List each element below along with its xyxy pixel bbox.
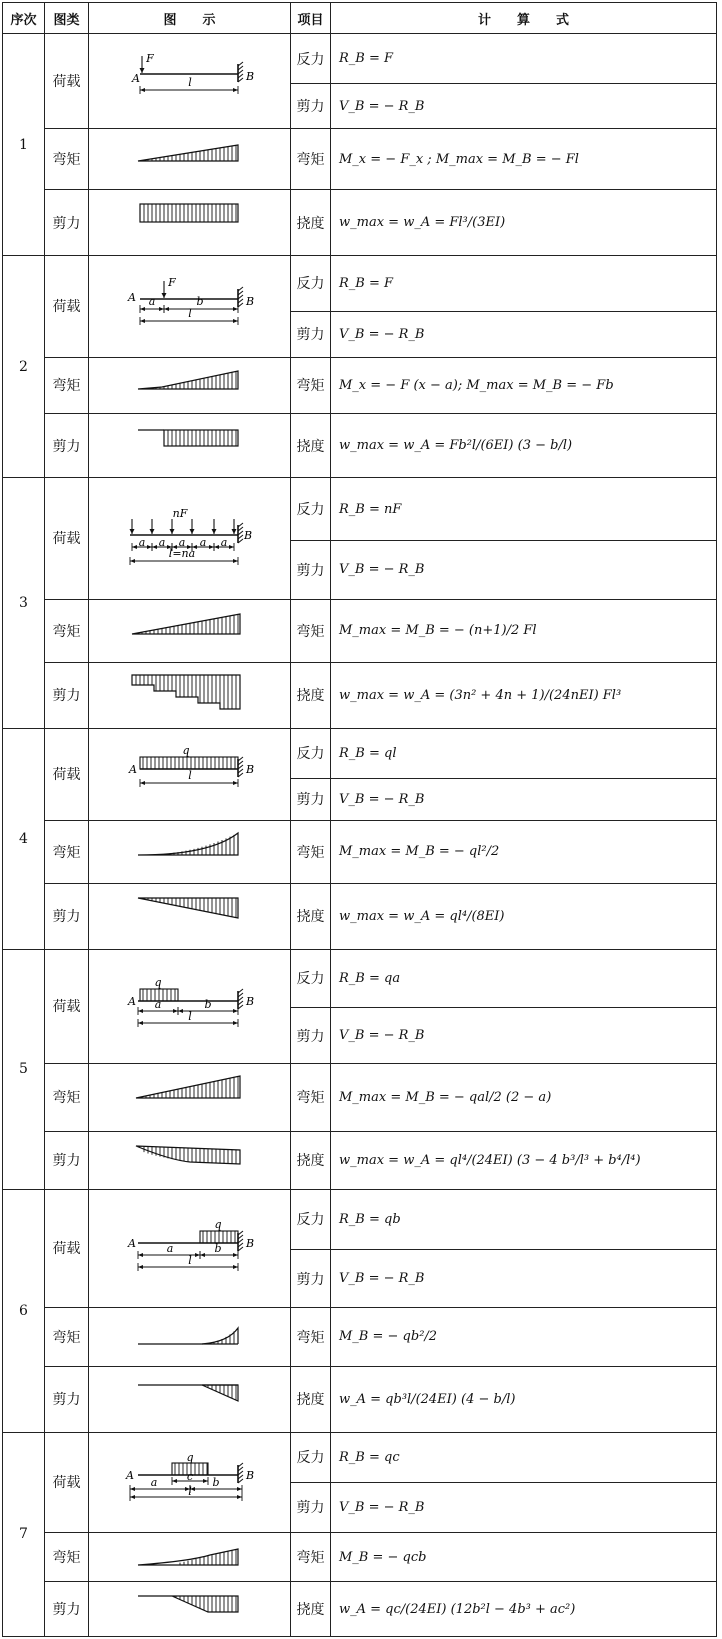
item-cell: 挠度 [291,1131,331,1189]
formula-cell: R_B = qb [331,1189,717,1250]
table-row [3,1582,717,1637]
figure-cell [89,129,291,190]
figure-cell [89,190,291,256]
header-figure: 图 示 [89,3,291,34]
table-row [3,820,717,883]
figure-label: a [148,295,155,309]
figure-label: B [245,295,254,309]
figure-cell [89,1131,291,1189]
item-cell: 反力 [291,728,331,778]
figure-cell [89,34,291,129]
table-row [3,478,717,541]
item-cell: 弯矩 [291,1063,331,1131]
seq-cell: 5 [3,949,45,1189]
moment-stepped-triangle-diagram [110,604,270,658]
figure-label: b [213,1242,222,1256]
figure-label: A [127,291,136,305]
figure-label: a [178,536,185,550]
moment-parabola-diagram [110,825,270,879]
formula-cell: M_max = M_B = − (n+1)/2 Fl [331,599,717,662]
table-row [3,949,717,1008]
table-row [3,414,717,478]
item-cell: 反力 [291,1189,331,1250]
figure-cell [89,728,291,820]
item-cell: 剪力 [291,1008,331,1064]
figure-label: B [245,70,254,84]
figure-label: nF [172,509,187,521]
table-row [3,34,717,84]
header-item: 项目 [291,3,331,34]
formula-cell: V_B = − R_B [331,1482,717,1532]
figure-label: A [127,995,136,1009]
figure-label: a [199,536,206,550]
category-cell: 弯矩 [45,820,89,883]
item-cell: 弯矩 [291,820,331,883]
figure-cell [89,1366,291,1432]
shear-trapezoid-diagram [110,1136,270,1185]
shear-partial-rectangle-diagram [110,418,270,473]
moment-partial-triangle-diagram [110,361,270,409]
category-cell: 弯矩 [45,1063,89,1131]
table-row [3,1131,717,1189]
cantilever-point-load-tip-diagram [110,52,270,110]
figure-label: a [150,1476,157,1490]
formula-cell: R_B = nF [331,478,717,541]
shear-triangle-diagram [110,888,270,945]
header-formula: 计 算 式 [331,3,717,34]
category-cell: 弯矩 [45,1307,89,1366]
formula-cell: M_max = M_B = − qal/2 (2 − a) [331,1063,717,1131]
figure-label: b [211,1476,220,1490]
figure-label: c [186,1470,193,1484]
category-cell: 剪力 [45,1366,89,1432]
category-cell: 荷载 [45,478,89,600]
table-row [3,1366,717,1432]
item-cell: 挠度 [291,190,331,256]
item-cell: 剪力 [291,1482,331,1532]
cantilever-uniform-load-diagram [110,745,270,803]
category-cell: 荷载 [45,256,89,358]
shear-staircase-diagram [110,667,270,724]
item-cell: 剪力 [291,311,331,357]
item-cell: 挠度 [291,1366,331,1432]
category-cell: 剪力 [45,1131,89,1189]
category-cell: 荷载 [45,34,89,129]
shear-middle-trapezoid-diagram [110,1586,270,1632]
figure-label: q [213,1219,222,1232]
figure-label: l [187,307,192,321]
header-seq: 序次 [3,3,45,34]
category-cell: 荷载 [45,949,89,1063]
formula-cell: M_B = − qb²/2 [331,1307,717,1366]
formula-cell: w_A = qb³l/(24EI) (4 − b/l) [331,1366,717,1432]
item-cell: 弯矩 [291,1307,331,1366]
item-cell: 弯矩 [291,357,331,414]
category-cell: 剪力 [45,662,89,728]
item-cell: 反力 [291,949,331,1008]
seq-cell: 1 [3,34,45,256]
cantilever-uniform-load-right-b-diagram [110,1219,270,1277]
table-row [3,1533,717,1582]
item-cell: 剪力 [291,541,331,600]
category-cell: 剪力 [45,414,89,478]
table-row [3,357,717,414]
figure-cell [89,1307,291,1366]
cantilever-n-point-loads-diagram [110,509,270,567]
cantilever-point-load-a-diagram [110,277,270,335]
item-cell: 剪力 [291,1250,331,1308]
category-cell: 荷载 [45,728,89,820]
item-cell: 弯矩 [291,129,331,190]
seq-cell: 7 [3,1432,45,1636]
figure-label: B [245,995,254,1009]
formula-cell: w_max = w_A = ql⁴/(24EI) (3 − 4 b³/l³ + b⁴/l⁴) [331,1131,717,1189]
figure-label: B [245,1237,254,1251]
formula-cell: M_max = M_B = − ql²/2 [331,820,717,883]
category-cell: 剪力 [45,883,89,949]
item-cell: 反力 [291,1432,331,1482]
table-row [3,599,717,662]
moment-triangle-diagram [110,133,270,185]
figure-label: a [138,536,145,550]
figure-label: l [187,1010,192,1024]
formula-cell: w_A = qc/(24EI) (12b²l − 4b³ + ac²) [331,1582,717,1637]
item-cell: 挠度 [291,883,331,949]
moment-end-parabola-diagram [110,1312,270,1362]
formula-cell: R_B = ql [331,728,717,778]
formula-cell: w_max = w_A = (3n² + 4n + 1)/(24nEI) Fl³ [331,662,717,728]
item-cell: 反力 [291,34,331,84]
figure-label: B [245,763,254,777]
formula-cell: V_B = − R_B [331,1008,717,1064]
figure-label: b [195,295,204,309]
figure-cell [89,599,291,662]
figure-label: l [187,76,192,90]
formula-cell: V_B = − R_B [331,311,717,357]
item-cell: 剪力 [291,84,331,129]
figure-label: b [203,998,212,1012]
figure-label: B [243,529,252,543]
table-row [3,1189,717,1250]
figure-label: l [187,769,192,783]
category-cell: 弯矩 [45,129,89,190]
figure-label: a [158,536,165,550]
formula-cell: M_x = − F (x − a); M_max = M_B = − Fb [331,357,717,414]
table-row [3,662,717,728]
figure-label: A [125,1469,134,1483]
formula-cell: R_B = F [331,256,717,312]
figure-cell [89,414,291,478]
table-row [3,1063,717,1131]
table-row [3,256,717,312]
formula-cell: V_B = − R_B [331,778,717,820]
formula-cell: w_max = w_A = ql⁴/(8EI) [331,883,717,949]
figure-label: q [153,977,162,990]
table-row [3,728,717,778]
figure-label: A [131,72,140,86]
moment-curve-linear-2-diagram [110,1537,270,1578]
figure-label: a [154,998,161,1012]
formula-cell: w_max = w_A = Fl³/(3EI) [331,190,717,256]
figure-label: l [187,1254,192,1268]
table-row [3,883,717,949]
item-cell: 反力 [291,256,331,312]
item-cell: 挠度 [291,414,331,478]
formula-cell: V_B = − R_B [331,541,717,600]
cantilever-uniform-load-left-a-diagram [110,977,270,1035]
figure-label: a [166,1242,173,1256]
figure-cell [89,357,291,414]
seq-cell: 2 [3,256,45,478]
formula-cell: V_B = − R_B [331,1250,717,1308]
table-row [3,190,717,256]
formula-table [2,2,717,1637]
seq-cell: 4 [3,728,45,949]
figure-label: l [187,1485,192,1499]
category-cell: 荷载 [45,1432,89,1533]
figure-cell [89,662,291,728]
category-cell: 剪力 [45,190,89,256]
seq-cell: 6 [3,1189,45,1432]
figure-cell [89,1432,291,1533]
item-cell: 挠度 [291,1582,331,1637]
moment-curve-linear-diagram [110,1068,270,1126]
seq-cell: 3 [3,478,45,728]
formula-cell: M_x = − F_x ; M_max = M_B = − Fl [331,129,717,190]
item-cell: 挠度 [291,662,331,728]
category-cell: 弯矩 [45,599,89,662]
item-cell: 反力 [291,478,331,541]
figure-label: q [185,1453,194,1465]
item-cell: 剪力 [291,778,331,820]
table-row [3,1307,717,1366]
table-row [3,1432,717,1482]
formula-cell: M_B = − qcb [331,1533,717,1582]
category-cell: 弯矩 [45,357,89,414]
figure-cell [89,256,291,358]
shear-rectangle-diagram [110,194,270,251]
item-cell: 弯矩 [291,599,331,662]
item-cell: 弯矩 [291,1533,331,1582]
figure-cell [89,1533,291,1582]
figure-cell [89,478,291,600]
figure-cell [89,949,291,1063]
formula-cell: V_B = − R_B [331,84,717,129]
figure-cell [89,1189,291,1307]
formula-cell: w_max = w_A = Fb²l/(6EI) (3 − b/l) [331,414,717,478]
table-row [3,129,717,190]
figure-cell [89,883,291,949]
formula-cell: R_B = qc [331,1432,717,1482]
figure-label: l=na [168,547,195,561]
category-cell: 荷载 [45,1189,89,1307]
formula-cell: R_B = F [331,34,717,84]
cantilever-uniform-load-middle-c-diagram [110,1453,270,1511]
category-cell: 剪力 [45,1582,89,1637]
figure-label: q [181,745,190,758]
figure-label: A [128,763,137,777]
header-category: 图类 [45,3,89,34]
category-cell: 弯矩 [45,1533,89,1582]
figure-label: F [167,277,176,290]
figure-label: a [220,536,227,550]
figure-cell [89,1582,291,1637]
figure-cell [89,1063,291,1131]
formula-cell: R_B = qa [331,949,717,1008]
figure-cell [89,820,291,883]
figure-label: F [145,52,154,66]
figure-label: B [245,1469,254,1483]
figure-label: A [127,1237,136,1251]
shear-end-triangle-diagram [110,1371,270,1428]
